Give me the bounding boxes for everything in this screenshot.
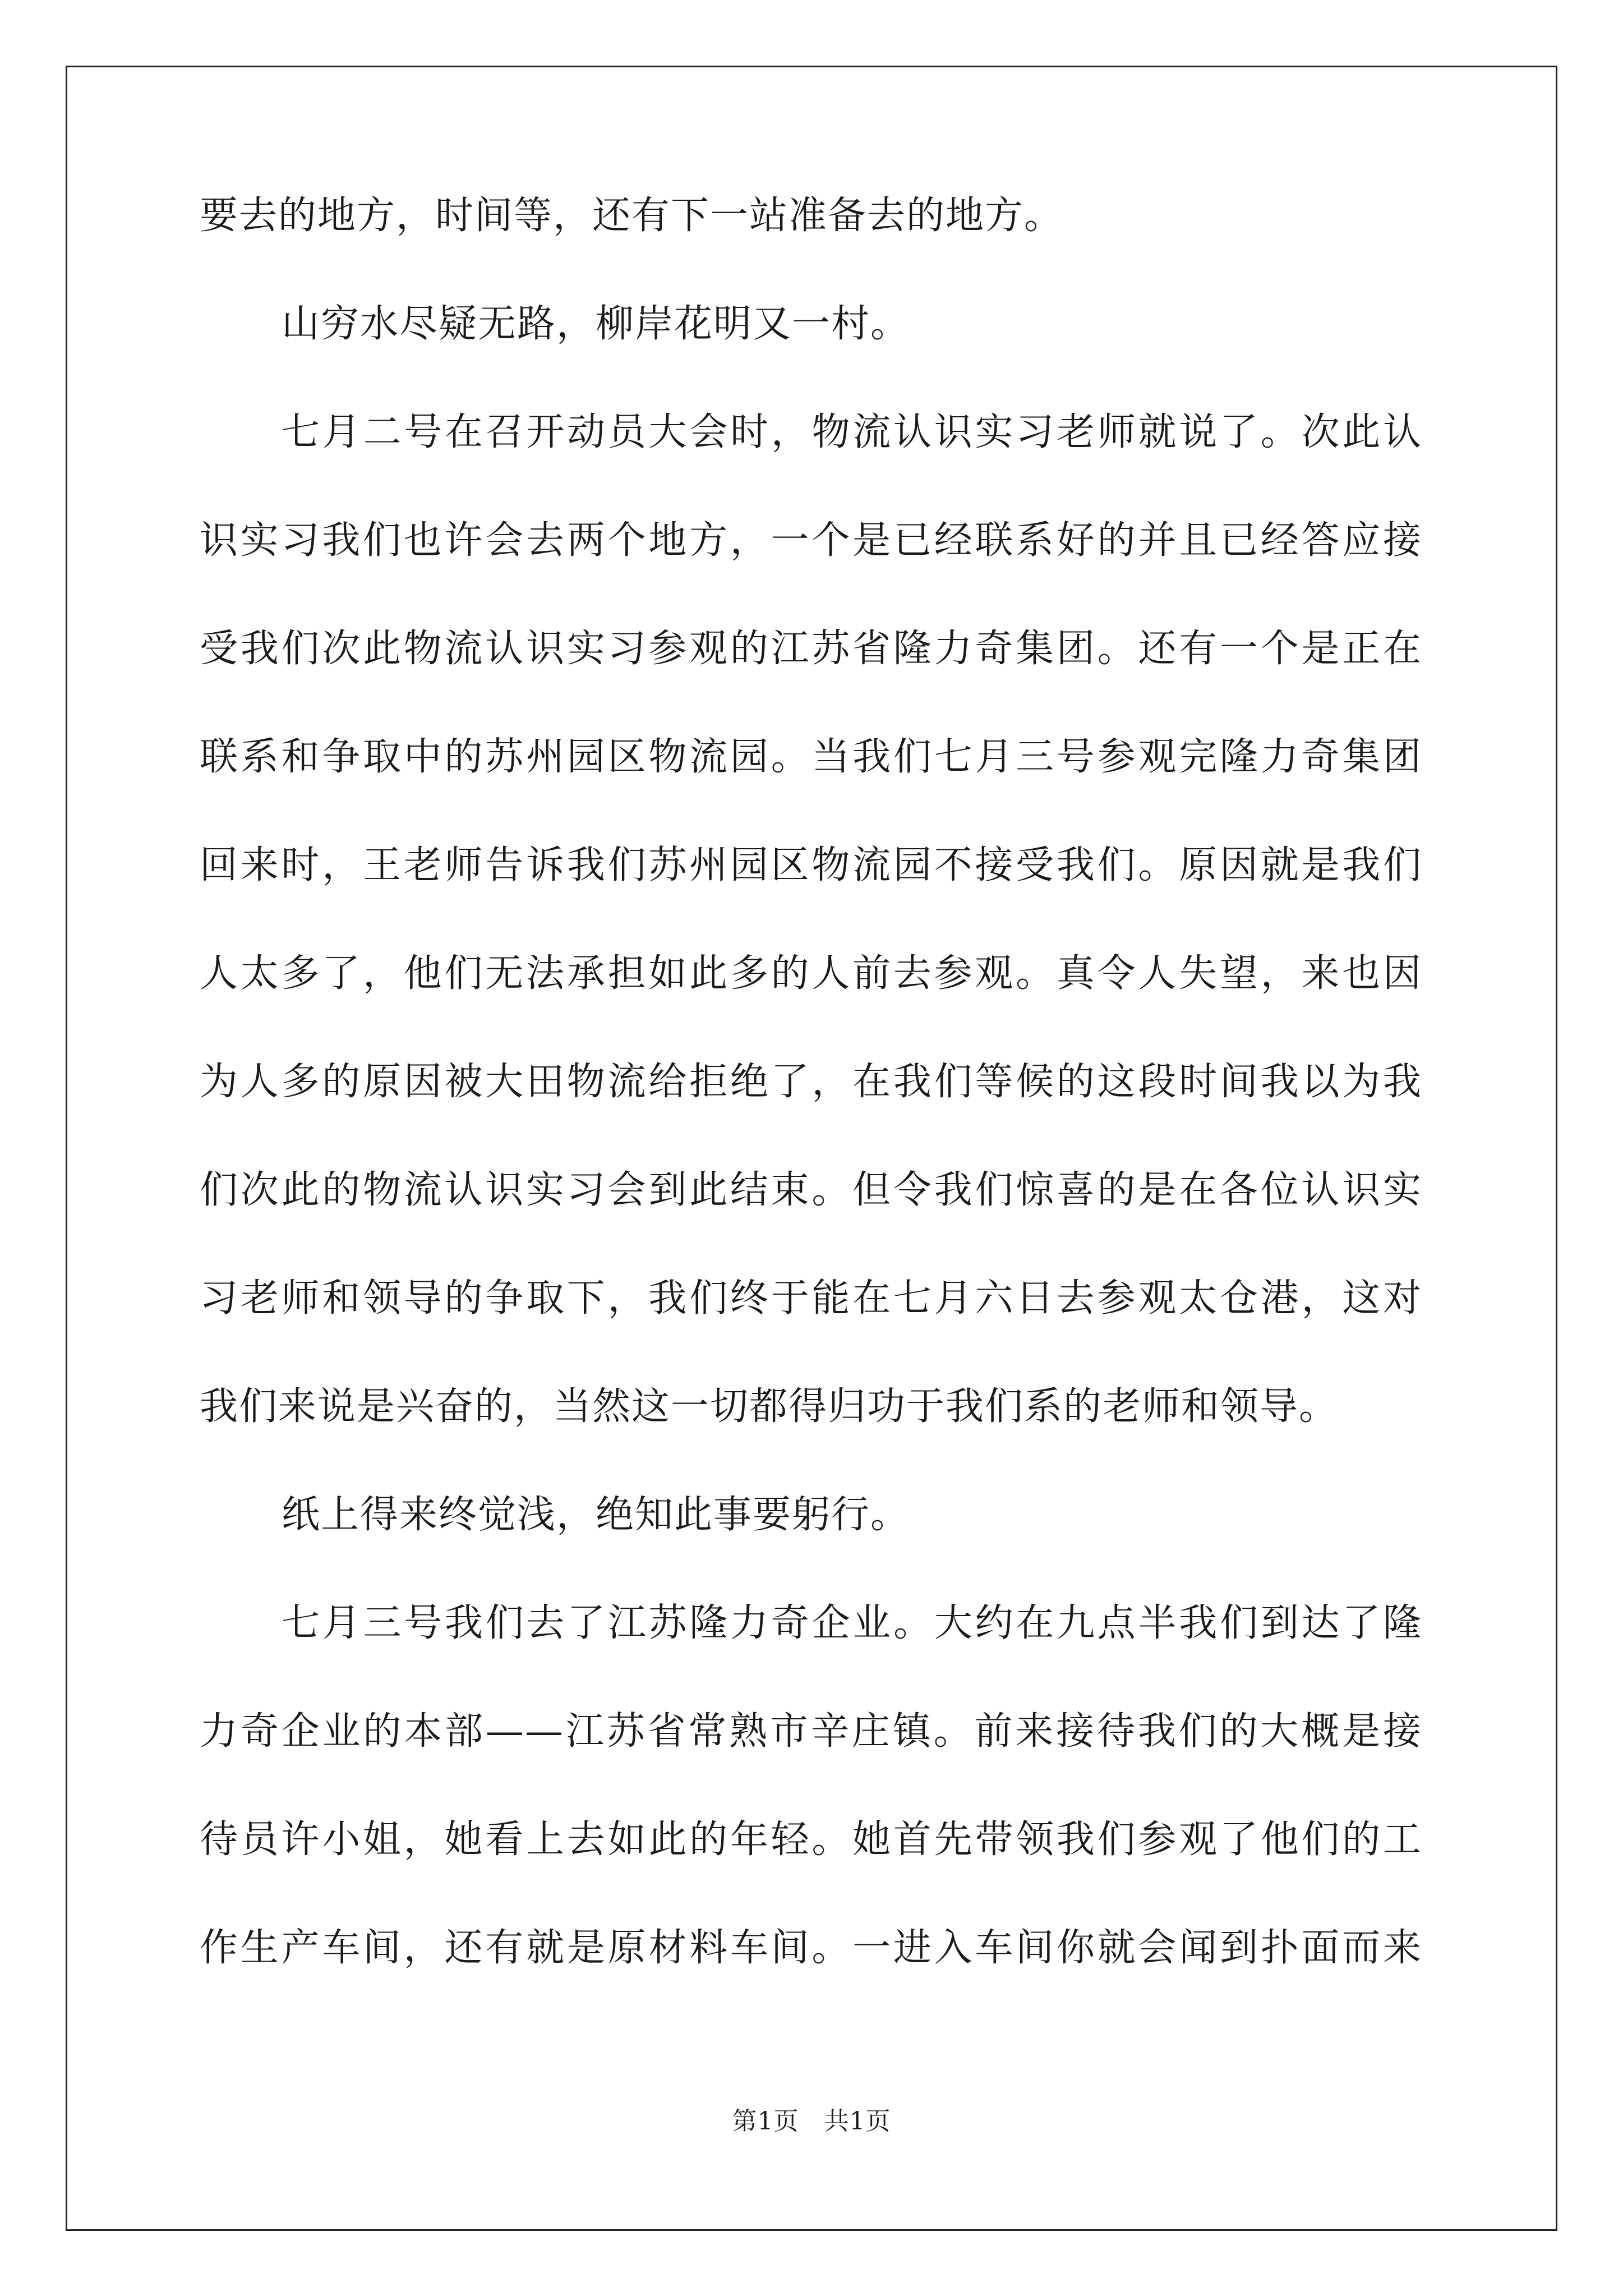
text-line-2: 山穷水尽疑无路，柳岸花明又一村。 [282,302,910,346]
text-line-16: 待员许小姐，她看上去如此的年轻。她首先带领我们参观了他们的工 [200,1818,1422,1862]
text-line-14: 七月三号我们去了江苏隆力奇企业。大约在九点半我们到达了隆 [282,1601,1422,1645]
text-line-5: 受我们次此物流认识实习参观的江苏省隆力奇集团。还有一个是正在 [200,627,1422,671]
text-line-12: 我们来说是兴奋的，当然这一切都得归功于我们系的老师和领导。 [200,1384,1339,1429]
text-line-9: 为人多的原因被大田物流给拒绝了，在我们等候的这段时间我以为我 [200,1060,1422,1104]
text-line-10: 们次此的物流认识实习会到此结束。但令我们惊喜的是在各位认识实 [200,1168,1422,1212]
text-line-8: 人太多了，他们无法承担如此多的人前去参观。真令人失望，来也因 [200,951,1422,996]
text-line-11: 习老师和领导的争取下，我们终于能在七月六日去参观太仓港，这对 [200,1276,1422,1320]
text-line-3: 七月二号在召开动员大会时，物流认识实习老师就说了。次此认 [282,410,1422,454]
text-line-13: 纸上得来终觉浅，绝知此事要躬行。 [282,1493,910,1537]
text-line-15: 力奇企业的本部——江苏省常熟市辛庄镇。前来接待我们的大概是接 [200,1709,1422,1754]
text-line-17: 作生产车间，还有就是原材料车间。一进入车间你就会闻到扑面而来 [200,1926,1422,1970]
text-line-6: 联系和争取中的苏州园区物流园。当我们七月三号参观完隆力奇集团 [200,735,1422,779]
text-line-1: 要去的地方，时间等，还有下一站准备去的地方。 [200,194,1064,238]
page-border [66,66,1557,2231]
text-line-7: 回来时，王老师告诉我们苏州园区物流园不接受我们。原因就是我们 [200,843,1422,887]
page-footer: 第1页 共1页 [732,2107,891,2136]
text-line-4: 识实习我们也许会去两个地方，一个是已经联系好的并且已经答应接 [200,518,1422,563]
